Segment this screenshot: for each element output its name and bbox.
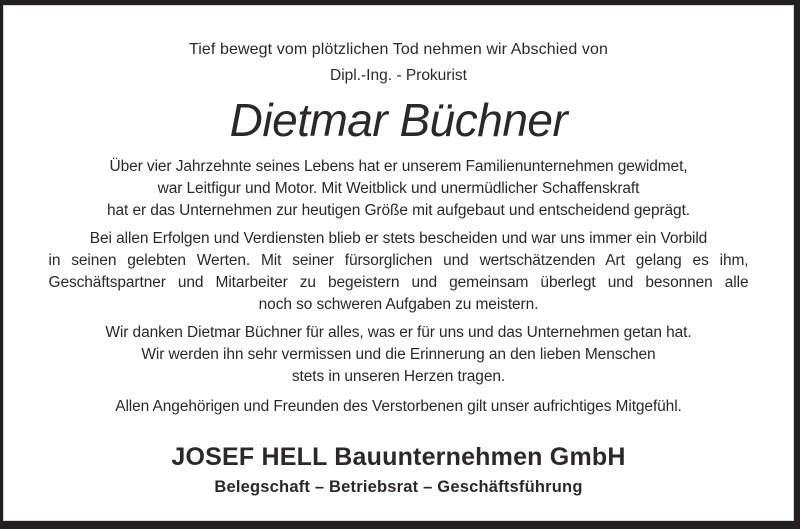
paragraph-line: Über vier Jahrzehnte seines Lebens hat er unserem Familienunternehmen gewidmet,	[109, 158, 688, 175]
signature-line: Belegschaft – Betriebsrat – Geschäftsführung	[214, 478, 583, 496]
intro-line: Tief bewegt vom plötzlichen Tod nehmen wir Abschied von	[188, 41, 609, 58]
deceased-name: Dietmar Büchner	[229, 94, 568, 146]
paragraph-line: Bei allen Erfolgen und Verdiensten blieb er stets bescheiden und war uns immer ein Vorbild	[89, 230, 708, 247]
paragraph-thanks	[49, 322, 749, 388]
paragraph-line: hat er das Unternehmen zur heutigen Größe mit aufgebaut und entscheidend geprägt.	[106, 202, 690, 219]
role-line: Dipl.-Ing. - Prokurist	[330, 67, 467, 84]
paragraph-condolence	[49, 396, 749, 418]
paragraph-line: stets in unseren Herzen tragen.	[291, 368, 506, 385]
paragraph-character	[49, 228, 749, 316]
paragraph-line: Allen Angehörigen und Freunden des Verstorbenen gilt unser aufrichtiges Mitgefühl.	[115, 398, 682, 415]
paragraph-line: Geschäftspartner und Mitarbeiter zu begeistern und gemeinsam überlegt und besonnen alle	[48, 274, 749, 291]
paragraph-line: in seinen gelebten Werten. Mit seiner fürsorglichen und wertschätzenden Art gelang es ihm,	[48, 252, 749, 269]
company-name: JOSEF HELL Bauunternehmen GmbH	[171, 443, 626, 471]
paragraph-dedication	[49, 156, 749, 222]
paragraph-line: war Leitfigur und Motor. Mit Weitblick und unermüdlicher Schaffenskraft	[157, 180, 640, 197]
obituary-notice	[49, 5, 749, 498]
paragraph-line: noch so schweren Aufgaben zu meistern.	[258, 296, 539, 313]
paragraph-line: Wir danken Dietmar Büchner für alles, was er für uns und das Unternehmen getan hat.	[105, 324, 692, 341]
paragraph-line: Wir werden ihn sehr vermissen und die Erinnerung an den lieben Menschen	[141, 346, 656, 363]
paper-sheet	[3, 5, 794, 521]
